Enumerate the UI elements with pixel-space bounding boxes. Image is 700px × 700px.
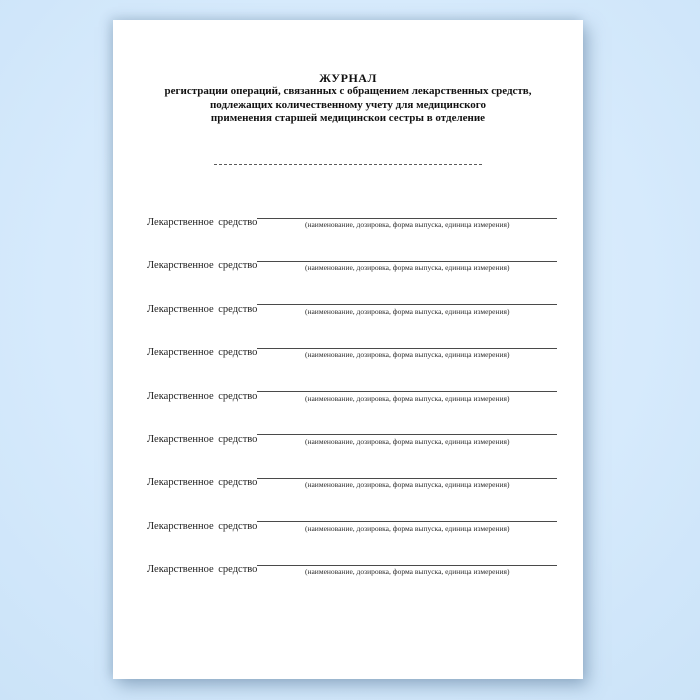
drug-field-caption: (наименование, дозировка, форма выпуска, единица измерения) (304, 567, 510, 577)
drug-field-label: Лекарственное средство (147, 347, 258, 359)
drug-field (257, 466, 557, 490)
drug-field (257, 292, 557, 316)
drug-fill-in-line (257, 466, 557, 479)
drug-fill-in-line (257, 336, 557, 349)
drug-field-label: Лекарственное средство (147, 390, 258, 402)
drug-field (257, 509, 557, 533)
drug-field-caption: (наименование, дозировка, форма выпуска, единица измерения) (304, 393, 510, 403)
drug-field-caption: (наименование, дозировка, форма выпуска, единица измерения) (304, 350, 510, 360)
document-page (113, 20, 583, 679)
drug-fill-in-line (257, 553, 557, 566)
document-header (113, 71, 583, 126)
drug-field-label: Лекарственное средство (147, 564, 258, 576)
document-subtitle-line-2: подлежащих количественному учету для медицинского (209, 98, 487, 111)
drug-field (257, 553, 557, 577)
drug-fill-in-line (257, 249, 557, 262)
document-subtitle-line-3: применения старшей медицинскои сестры в отделение (210, 112, 486, 124)
document-subtitle-line-1: регистрации операций, связанных с обращением лекарственных средств, (164, 85, 532, 97)
drug-field-caption: (наименование, дозировка, форма выпуска, единица измерения) (304, 220, 510, 229)
drug-field-caption: (наименование, дозировка, форма выпуска, единица измерения) (304, 480, 510, 490)
header-blank-line (214, 163, 482, 165)
drug-field-caption: (наименование, дозировка, форма выпуска, единица измерения) (304, 436, 510, 446)
drug-fill-in-line (257, 292, 557, 305)
drug-fill-in-line (257, 509, 557, 522)
drug-entry-row (147, 336, 557, 379)
drug-field-label: Лекарственное средство (147, 433, 258, 445)
drug-fill-in-line (257, 206, 557, 219)
drug-field-label: Лекарственное средство (147, 303, 258, 315)
drug-fill-in-line (257, 422, 557, 435)
drug-entry-row (147, 379, 557, 422)
drug-entry-row (147, 509, 557, 552)
drug-field-label: Лекарственное средство (147, 520, 258, 532)
drug-field-caption: (наименование, дозировка, форма выпуска, единица измерения) (304, 523, 510, 533)
drug-entry-row (147, 206, 557, 249)
drug-field-label: Лекарственное средство (147, 260, 258, 272)
drug-entry-row (147, 466, 557, 509)
drug-entry-row (147, 249, 557, 292)
drug-entry-row (147, 292, 557, 335)
drug-field (257, 422, 557, 446)
document-title: ЖУРНАЛ (319, 71, 377, 85)
drug-fill-in-line (257, 379, 557, 392)
drug-rows-container (113, 206, 583, 597)
drug-field-caption: (наименование, дозировка, форма выпуска, единица измерения) (304, 263, 510, 273)
drug-field-label: Лекарственное средство (147, 217, 258, 228)
drug-field-label: Лекарственное средство (147, 477, 258, 489)
drug-entry-row (147, 422, 557, 465)
drug-field (257, 336, 557, 360)
drug-field (257, 206, 557, 230)
drug-field (257, 379, 557, 403)
drug-field (257, 249, 557, 273)
drug-field-caption: (наименование, дозировка, форма выпуска, единица измерения) (304, 306, 510, 316)
drug-entry-row (147, 553, 557, 596)
